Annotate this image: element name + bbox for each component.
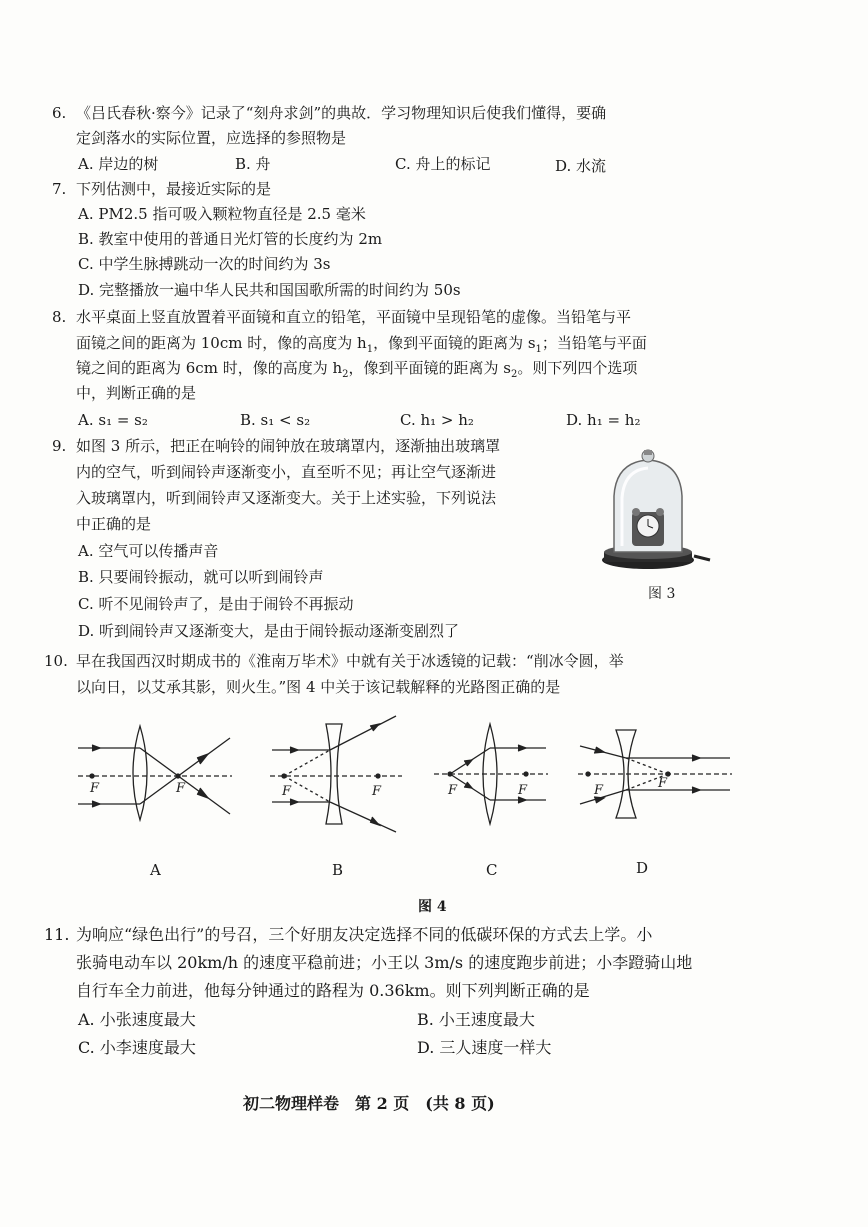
page-footer: 初二物理样卷 第 2 页 (共 8 页) <box>243 1094 495 1113</box>
bell-jar-figure <box>598 448 718 578</box>
q6-stem-line2: 定剑落水的实际位置，应选择的参照物是 <box>76 129 347 147</box>
figure-3-caption: 图 3 <box>648 586 676 602</box>
diagram-label-c: C <box>486 861 498 879</box>
q7-stem: 下列估测中，最接近实际的是 <box>76 180 272 198</box>
figure-4-caption: 图 4 <box>418 899 447 915</box>
q11-option-d: D. 三人速度一样大 <box>417 1038 552 1057</box>
q11-stem-line2: 张骑电动车以 20km/h 的速度平稳前进；小王以 3m/s 的速度跑步前进；小李蹬骑山地 <box>76 953 693 972</box>
lens-c-focus-right: F <box>518 783 528 798</box>
q11-option-a: A. 小张速度最大 <box>78 1010 196 1029</box>
lens-b-focus-right: F <box>372 784 382 799</box>
q8-stem-line3: 镜之间的距离为 6cm 时，像的高度为 $h_2$，像到平面镜的距离为 $s_2$。则下列四个选项 <box>76 359 638 380</box>
lens-a-focus-right: F <box>176 781 186 796</box>
lens-c-focus-left: F <box>448 783 458 798</box>
q8-number: 8. <box>52 308 67 326</box>
lens-d-focus-left: F <box>594 783 604 798</box>
lens-a-focus-left: F <box>90 781 100 796</box>
q6-option-d: D. 水流 <box>555 157 607 175</box>
lens-diagram-c <box>432 718 552 830</box>
q7-option-c: C. 中学生脉搏跳动一次的时间约为 3s <box>78 255 331 273</box>
q9-option-c: C. 听不见闹铃声了，是由于闹铃不再振动 <box>78 595 354 613</box>
q9-stem-line4: 中正确的是 <box>76 515 152 533</box>
q8-option-b: B. s₁ < s₂ <box>240 411 311 429</box>
q7-option-d: D. 完整播放一遍中华人民共和国国歌所需的时间约为 50s <box>78 281 461 299</box>
q9-stem-line3: 入玻璃罩内，听到闹铃声又逐渐变大。关于上述实验，下列说法 <box>76 489 497 507</box>
q8-option-c: C. h₁ > h₂ <box>400 411 474 429</box>
q8-stem-line1: 水平桌面上竖直放置着平面镜和直立的铅笔，平面镜中呈现铅笔的虚像。当铅笔与平 <box>76 308 632 326</box>
q9-number: 9. <box>52 437 67 455</box>
q9-stem-line1: 如图 3 所示，把正在响铃的闹钟放在玻璃罩内，逐渐抽出玻璃罩 <box>76 437 501 455</box>
q6-option-a: A. 岸边的树 <box>78 155 159 173</box>
q7-option-a: A. PM2.5 指可吸入颗粒物直径是 2.5 毫米 <box>78 205 366 223</box>
q7-number: 7. <box>52 180 67 198</box>
q11-stem-line1: 为响应“绿色出行”的号召，三个好朋友决定选择不同的低碳环保的方式去上学。小 <box>76 925 653 944</box>
q8-option-a: A. s₁ = s₂ <box>78 411 148 429</box>
q10-stem-line1: 早在我国西汉时期成书的《淮南万毕术》中就有关于冰透镜的记载：“削冰令圆，举 <box>76 652 624 670</box>
q7-option-b: B. 教室中使用的普通日光灯管的长度约为 2m <box>78 230 383 248</box>
q11-option-b: B. 小王速度最大 <box>417 1010 535 1029</box>
diagram-label-a: A <box>150 861 161 879</box>
q6-number: 6. <box>52 104 67 122</box>
q6-stem-line1: 《吕氏春秋·察今》记录了“刻舟求剑”的典故．学习物理知识后使我们懂得，要确 <box>76 104 607 122</box>
diagram-label-b: B <box>332 861 344 879</box>
diagram-label-d: D <box>636 859 649 877</box>
q11-stem-line3: 自行车全力前进，他每分钟通过的路程为 0.36km。则下列判断正确的是 <box>76 981 590 1000</box>
lens-diagram-b <box>266 710 406 835</box>
q11-number: 11. <box>44 925 70 944</box>
q6-option-c: C. 舟上的标记 <box>395 155 491 173</box>
q11-option-c: C. 小李速度最大 <box>78 1038 196 1057</box>
lens-d-focus-right: F <box>658 776 668 791</box>
q9-option-b: B. 只要闹铃振动，就可以听到闹铃声 <box>78 568 324 586</box>
q6-option-b: B. 舟 <box>235 155 271 173</box>
lens-diagram-d <box>576 722 736 827</box>
q8-stem-line2: 面镜之间的距离为 10cm 时，像的高度为 $h_1$，像到平面镜的距离为 $s_1$；当铅笔与平面 <box>76 334 647 355</box>
q8-stem-line4: 中，判断正确的是 <box>76 384 197 402</box>
q10-number: 10. <box>44 652 68 670</box>
lens-diagram-a <box>70 718 240 828</box>
q10-stem-line2: 以向日，以艾承其影，则火生。”图 4 中关于该记载解释的光路图正确的是 <box>76 678 561 696</box>
q8-option-d: D. h₁ = h₂ <box>566 411 641 429</box>
q9-option-d: D. 听到闹铃声又逐渐变大，是由于闹铃振动逐渐变剧烈了 <box>78 622 460 640</box>
q9-option-a: A. 空气可以传播声音 <box>78 542 219 560</box>
q9-stem-line2: 内的空气，听到闹铃声逐渐变小，直至听不见；再让空气逐渐进 <box>76 463 497 481</box>
lens-b-focus-left: F <box>282 784 292 799</box>
